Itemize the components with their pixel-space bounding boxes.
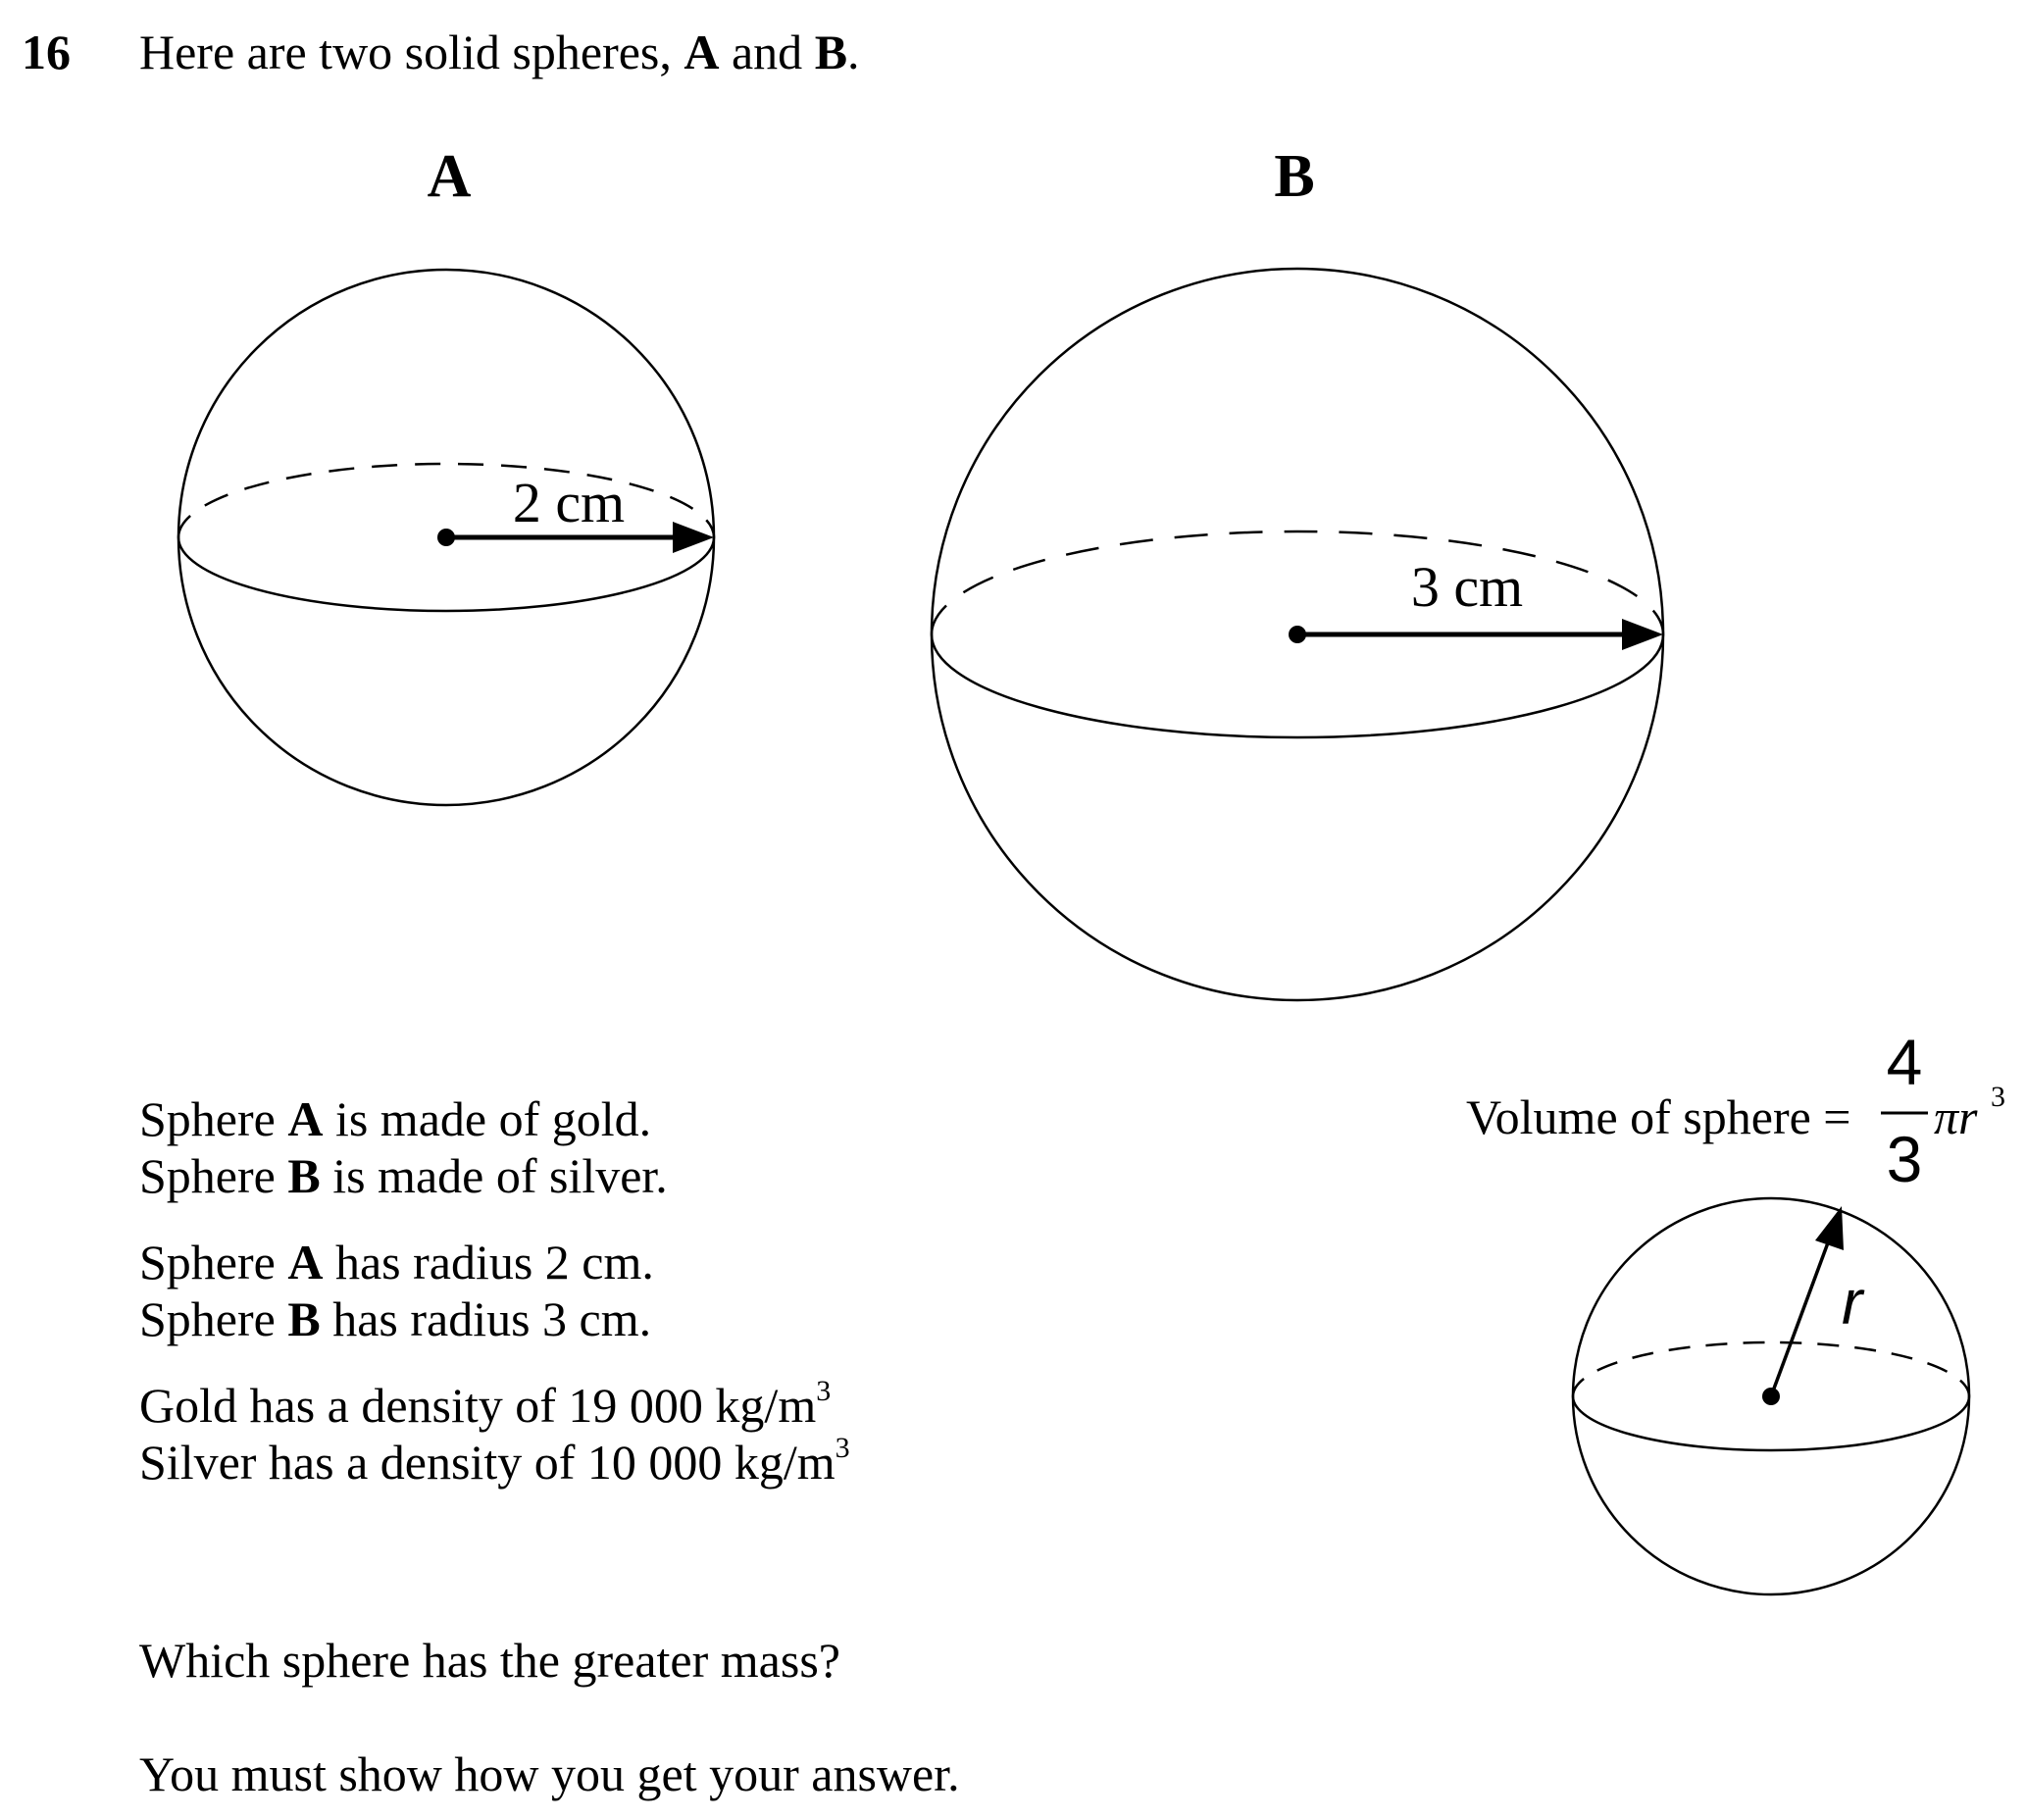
fact-line-5	[139, 1375, 832, 1433]
fact-2-post: is made of silver.	[332, 1148, 668, 1203]
sphere-b-label: B	[1274, 143, 1315, 210]
sphere-a-radius-label: 2 cm	[512, 471, 626, 534]
intro-sphere-b: B	[814, 25, 848, 79]
formula-numerator: 4	[1886, 1026, 1923, 1098]
fact-1-pre: Sphere	[139, 1091, 276, 1146]
sphere-b-back-equator	[932, 531, 1663, 634]
formula-pi-r: πr	[1934, 1089, 1978, 1144]
intro-sphere-a: A	[684, 25, 720, 79]
sphere-b-radius-label: 3 cm	[1410, 555, 1524, 619]
gold-density-exponent: 3	[816, 1375, 832, 1407]
reference-sphere-radius-line	[1771, 1238, 1830, 1396]
sphere-b-radius-arrowhead	[1622, 619, 1663, 650]
fact-1-sphere: A	[287, 1091, 324, 1146]
fact-line-2	[139, 1148, 668, 1203]
fact-3-post: has radius 2 cm.	[334, 1235, 654, 1289]
sphere-b-diagram	[932, 143, 1663, 1000]
reference-radius-symbol: r	[1842, 1267, 1863, 1338]
sphere-a-radius-arrowhead	[673, 522, 714, 553]
gold-density-text: Gold has a density of 19 000 kg/m	[139, 1378, 817, 1433]
volume-formula	[1466, 1026, 2005, 1195]
fact-2-sphere: B	[287, 1148, 321, 1203]
question-number: 16	[22, 25, 71, 79]
fact-line-6	[139, 1432, 850, 1490]
fact-4-sphere: B	[287, 1291, 321, 1346]
sphere-a-back-equator	[178, 464, 714, 537]
fact-4-post: has radius 3 cm.	[332, 1291, 652, 1346]
intro-suffix: .	[847, 25, 860, 79]
reference-sphere-arrowhead	[1815, 1206, 1844, 1250]
fact-line-4	[139, 1291, 652, 1346]
intro-and: and	[731, 25, 803, 79]
question-prompt: Which sphere has the greater mass?	[139, 1633, 840, 1688]
sphere-a-label: A	[427, 143, 472, 210]
fact-line-1	[139, 1091, 652, 1146]
fact-3-pre: Sphere	[139, 1235, 276, 1289]
sphere-b-front-equator	[932, 634, 1663, 737]
fact-3-sphere: A	[287, 1235, 324, 1289]
sphere-a-front-equator	[178, 537, 714, 611]
formula-label: Volume of sphere =	[1466, 1089, 1851, 1144]
fact-2-pre: Sphere	[139, 1148, 276, 1203]
fact-line-3	[139, 1235, 654, 1289]
intro-prefix: Here are two solid spheres,	[139, 25, 672, 79]
sphere-a-diagram	[178, 143, 714, 805]
silver-density-exponent: 3	[835, 1432, 850, 1464]
silver-density-text: Silver has a density of 10 000 kg/m	[139, 1435, 836, 1490]
formula-denominator: 3	[1886, 1123, 1923, 1195]
fact-4-pre: Sphere	[139, 1291, 276, 1346]
answer-instruction: You must show how you get your answer.	[139, 1746, 960, 1801]
reference-sphere-diagram	[1573, 1198, 1969, 1594]
formula-exponent: 3	[1991, 1081, 2005, 1113]
fact-1-post: is made of gold.	[334, 1091, 652, 1146]
